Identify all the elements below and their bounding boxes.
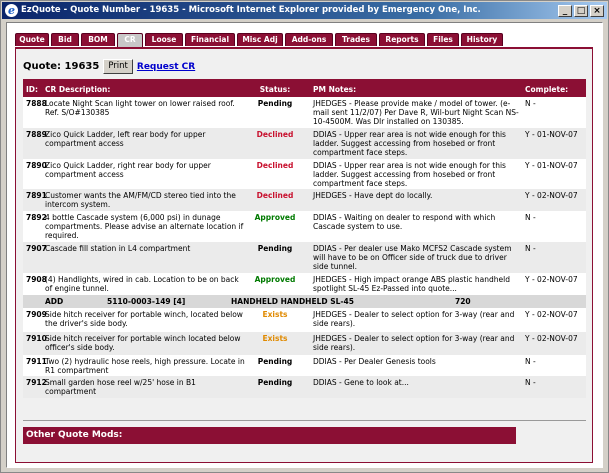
other-quote-mods-header: Other Quote Mods:	[23, 427, 516, 444]
add-row	[23, 295, 586, 308]
table-row	[23, 97, 586, 128]
add-amount: 720	[455, 297, 471, 306]
maximize-button[interactable]: □	[574, 5, 588, 17]
add-part-number: 5110-0003-149 [4]	[107, 297, 186, 306]
table-row	[23, 211, 586, 242]
row-id: 7911	[26, 357, 47, 366]
add-action: ADD	[45, 297, 64, 306]
tab-misc-adj[interactable]: Misc Adj	[237, 33, 283, 46]
row-status: Exists	[262, 334, 288, 343]
tab-loose[interactable]: Loose	[145, 33, 183, 46]
row-complete: N -	[525, 244, 536, 253]
header-desc: CR Description:	[45, 85, 111, 94]
row-desc: Two (2) hydraulic hose reels, high pressure. Locate in R1 compartment	[45, 357, 245, 375]
row-desc: (4) Handlights, wired in cab. Location to be on back of engine tunnel.	[45, 275, 239, 293]
divider	[23, 420, 586, 421]
table-row	[23, 355, 586, 376]
row-desc: Zico Quick Ladder, left rear body for upper compartment access	[45, 130, 206, 148]
minimize-button[interactable]: _	[558, 5, 572, 17]
cr-panel	[15, 47, 593, 463]
tab-history[interactable]: History	[461, 33, 503, 46]
tab-reports[interactable]: Reports	[379, 33, 425, 46]
row-complete: Y - 02-NOV-07	[525, 310, 578, 319]
table-row	[23, 332, 586, 355]
row-notes: JHEDGES - Please provide make / model of tower. (e-mail sent 11/2/07) Per Dave R, Wil-burt Night Scan NS-10-4500M. Was Dlr installed on 130385.	[313, 99, 519, 126]
tab-bar	[15, 33, 505, 47]
table-row	[23, 273, 586, 295]
row-notes: JHEDGES - Have dept do locally.	[313, 191, 433, 200]
row-status: Pending	[257, 378, 293, 387]
row-notes: DDIAS - Upper rear area is not wide enough for this ladder. Suggest accessing from hosebed or front compartment face steps.	[313, 130, 506, 157]
close-button[interactable]: ×	[590, 5, 604, 17]
window-title: EzQuote - Quote Number - 19635 - Microsoft Internet Explorer provided by Emergency One, Inc.	[21, 5, 481, 15]
tab-files[interactable]: Files	[427, 33, 459, 46]
row-status: Pending	[257, 244, 293, 253]
row-complete: N -	[525, 213, 536, 222]
table-row	[23, 308, 586, 332]
row-desc: Small garden hose reel w/25' hose in B1 compartment	[45, 378, 196, 396]
row-id: 7910	[26, 334, 47, 343]
header-notes: PM Notes:	[313, 85, 357, 94]
row-notes: DDIAS - Gene to look at...	[313, 378, 409, 387]
row-notes: DDIAS - Waiting on dealer to respond with which Cascade system to use.	[313, 213, 496, 231]
row-status: Declined	[256, 191, 294, 200]
row-complete: N -	[525, 357, 536, 366]
print-button[interactable]: Print	[103, 59, 133, 74]
row-id: 7890	[26, 161, 47, 170]
quote-number: Quote: 19635	[23, 61, 100, 72]
row-id: 7888	[26, 99, 47, 108]
row-id: 7912	[26, 378, 47, 387]
table-header	[23, 79, 586, 97]
header-status: Status:	[259, 85, 291, 94]
row-notes: DDIAS - Upper rear area is not wide enough for this ladder. Suggest accessing from hosebed or front compartment face steps.	[313, 161, 506, 188]
table-row	[23, 242, 586, 273]
tab-bom[interactable]: BOM	[81, 33, 115, 46]
header-id: ID:	[26, 85, 39, 94]
row-status: Declined	[256, 130, 294, 139]
tab-quote[interactable]: Quote	[15, 33, 49, 46]
row-complete: N -	[525, 99, 536, 108]
row-notes: JHEDGES - Dealer to select option for 3-way (rear and side rears).	[313, 310, 515, 328]
row-id: 7907	[26, 244, 47, 253]
header-complete: Complete:	[525, 85, 569, 94]
row-id: 7908	[26, 275, 47, 284]
row-desc: Locate Night Scan light tower on lower raised roof. Ref. S/O#130385	[45, 99, 235, 117]
ie-icon: e	[5, 4, 18, 17]
tab-financial[interactable]: Financial	[185, 33, 235, 46]
row-status: Pending	[257, 99, 293, 108]
row-desc: Side hitch receiver for portable winch located below officer's side body.	[45, 334, 241, 352]
row-desc: Cascade fill station in L4 compartment	[45, 244, 191, 253]
request-cr-link[interactable]: Request CR	[136, 61, 196, 72]
table-row	[23, 189, 586, 211]
add-part-name: HANDHELD HANDHELD SL-45	[231, 297, 354, 306]
row-status: Exists	[262, 310, 288, 319]
row-status: Pending	[257, 357, 293, 366]
row-complete: Y - 02-NOV-07	[525, 275, 578, 284]
tab-cr[interactable]: CR	[117, 33, 143, 47]
row-id: 7889	[26, 130, 47, 139]
tab-add-ons[interactable]: Add-ons	[285, 33, 333, 46]
row-complete: Y - 02-NOV-07	[525, 334, 578, 343]
row-id: 7892	[26, 213, 47, 222]
quote-bar	[23, 59, 195, 74]
tab-trades[interactable]: Trades	[335, 33, 377, 46]
page-content	[6, 22, 603, 468]
row-complete: Y - 02-NOV-07	[525, 191, 578, 200]
row-status: Approved	[254, 213, 296, 222]
row-id: 7909	[26, 310, 47, 319]
row-status: Declined	[256, 161, 294, 170]
row-id: 7891	[26, 191, 47, 200]
row-desc: Side hitch receiver for portable winch, located below the driver's side body.	[45, 310, 243, 328]
row-complete: N -	[525, 378, 536, 387]
title-bar	[2, 2, 607, 19]
row-notes: DDIAS - Per Dealer Genesis tools	[313, 357, 436, 366]
table-row	[23, 376, 586, 398]
row-notes: JHEDGES - Dealer to select option for 3-way (rear and side rears).	[313, 334, 515, 352]
row-desc: 4 bottle Cascade system (6,000 psi) in dunage compartments. Please advise an alternate location if required.	[45, 213, 244, 240]
row-complete: Y - 01-NOV-07	[525, 130, 578, 139]
tab-bid[interactable]: Bid	[51, 33, 79, 46]
cr-table	[23, 79, 586, 398]
row-desc: Customer wants the AM/FM/CD stereo tied into the intercom system.	[45, 191, 236, 209]
row-notes: DDIAS - Per dealer use Mako MCFS2 Cascade system will have to be on Officer side of truck due to driver side tunnel.	[313, 244, 512, 271]
row-complete: Y - 01-NOV-07	[525, 161, 578, 170]
table-row	[23, 159, 586, 189]
table-row	[23, 128, 586, 159]
row-notes: JHEDGES - High impact orange ABS plastic handheld spotlight SL-45 Ez-Passed into quote...	[313, 275, 510, 293]
row-status: Approved	[254, 275, 296, 284]
row-desc: Zico Quick Ladder, right rear body for upper compartment access	[45, 161, 211, 179]
